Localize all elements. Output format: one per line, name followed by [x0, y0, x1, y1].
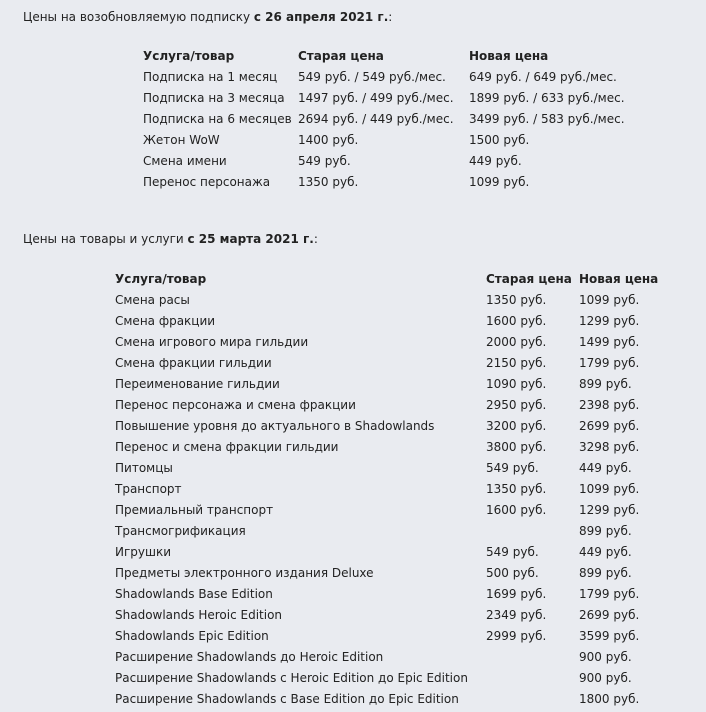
old-price: 1497 руб. / 499 руб./мес. [298, 91, 454, 105]
new-price: 1500 руб. [469, 133, 530, 147]
new-price: 3499 руб. / 583 руб./мес. [469, 112, 625, 126]
service-name: Расширение Shadowlands с Heroic Edition до Epic Edition [115, 671, 468, 685]
new-price: 1800 руб. [579, 692, 640, 706]
old-price: 1699 руб. [486, 587, 547, 601]
new-price: 899 руб. [579, 524, 632, 538]
new-price: 449 руб. [579, 545, 632, 559]
new-price: 449 руб. [579, 461, 632, 475]
old-price: 1600 руб. [486, 314, 547, 328]
service-name: Транспорт [115, 482, 182, 496]
column-header-new-price: Новая цена [579, 272, 659, 286]
new-price: 1099 руб. [579, 293, 640, 307]
service-name: Питомцы [115, 461, 173, 475]
subscription-prices-heading [23, 10, 392, 24]
new-price: 900 руб. [579, 650, 632, 664]
heading-text: Цены на товары и услуги [23, 232, 188, 246]
service-name: Смена фракции гильдии [115, 356, 272, 370]
new-price: 1799 руб. [579, 356, 640, 370]
old-price: 2694 руб. / 449 руб./мес. [298, 112, 454, 126]
new-price: 899 руб. [579, 566, 632, 580]
old-price: 3800 руб. [486, 440, 547, 454]
new-price: 1099 руб. [579, 482, 640, 496]
new-price: 2699 руб. [579, 419, 640, 433]
heading-date: с 26 апреля 2021 г. [253, 10, 389, 24]
new-price: 2398 руб. [579, 398, 640, 412]
service-name: Подписка на 6 месяцев [143, 112, 292, 126]
service-name: Премиальный транспорт [115, 503, 274, 517]
new-price: 900 руб. [579, 671, 632, 685]
new-price: 1299 руб. [579, 503, 640, 517]
service-name: Shadowlands Epic Edition [115, 629, 269, 643]
new-price: 899 руб. [579, 377, 632, 391]
column-header-old-price: Старая цена [298, 49, 384, 63]
old-price: 549 руб. / 549 руб./мес. [298, 70, 446, 84]
column-header-old-price: Старая цена [486, 272, 572, 286]
service-name: Подписка на 3 месяца [143, 91, 285, 105]
new-price: 649 руб. / 649 руб./мес. [469, 70, 617, 84]
service-name: Смена игрового мира гильдии [115, 335, 309, 349]
service-name: Жетон WoW [143, 133, 220, 147]
heading-colon: : [388, 10, 393, 24]
old-price: 1350 руб. [486, 482, 547, 496]
service-name: Смена фракции [115, 314, 216, 328]
heading-text: Цены на возобновляемую подписку [23, 10, 254, 24]
new-price: 1899 руб. / 633 руб./мес. [469, 91, 625, 105]
service-name: Перенос и смена фракции гильдии [115, 440, 339, 454]
new-price: 1099 руб. [469, 175, 530, 189]
column-header-service-name: Услуга/товар [143, 49, 235, 63]
service-name: Повышение уровня до актуального в Shadowlands [115, 419, 435, 433]
old-price: 500 руб. [486, 566, 539, 580]
service-name: Переименование гильдии [115, 377, 280, 391]
service-name: Перенос персонажа и смена фракции [115, 398, 356, 412]
service-name: Расширение Shadowlands с Base Edition до Epic Edition [115, 692, 459, 706]
old-price: 549 руб. [486, 461, 539, 475]
old-price: 1400 руб. [298, 133, 359, 147]
heading-colon: : [313, 232, 318, 246]
old-price: 549 руб. [486, 545, 539, 559]
old-price: 2150 руб. [486, 356, 547, 370]
service-name: Игрушки [115, 545, 172, 559]
old-price: 2950 руб. [486, 398, 547, 412]
service-name: Смена расы [115, 293, 190, 307]
old-price: 1600 руб. [486, 503, 547, 517]
old-price: 1350 руб. [298, 175, 359, 189]
new-price: 1299 руб. [579, 314, 640, 328]
new-price: 449 руб. [469, 154, 522, 168]
service-name: Перенос персонажа [143, 175, 271, 189]
old-price: 549 руб. [298, 154, 351, 168]
service-name: Трансмогрификация [115, 524, 246, 538]
services-prices-heading [23, 232, 318, 246]
old-price: 3200 руб. [486, 419, 547, 433]
service-name: Shadowlands Base Edition [115, 587, 273, 601]
column-header-new-price: Новая цена [469, 49, 549, 63]
new-price: 1499 руб. [579, 335, 640, 349]
service-name: Подписка на 1 месяц [143, 70, 278, 84]
old-price: 1090 руб. [486, 377, 547, 391]
heading-date: с 25 марта 2021 г. [187, 232, 314, 246]
service-name: Расширение Shadowlands до Heroic Edition [115, 650, 384, 664]
service-name: Shadowlands Heroic Edition [115, 608, 283, 622]
old-price: 2999 руб. [486, 629, 547, 643]
old-price: 2349 руб. [486, 608, 547, 622]
old-price: 2000 руб. [486, 335, 547, 349]
service-name: Предметы электронного издания Deluxe [115, 566, 374, 580]
new-price: 2699 руб. [579, 608, 640, 622]
service-name: Смена имени [143, 154, 227, 168]
column-header-service-name: Услуга/товар [115, 272, 207, 286]
new-price: 3599 руб. [579, 629, 640, 643]
new-price: 1799 руб. [579, 587, 640, 601]
new-price: 3298 руб. [579, 440, 640, 454]
old-price: 1350 руб. [486, 293, 547, 307]
